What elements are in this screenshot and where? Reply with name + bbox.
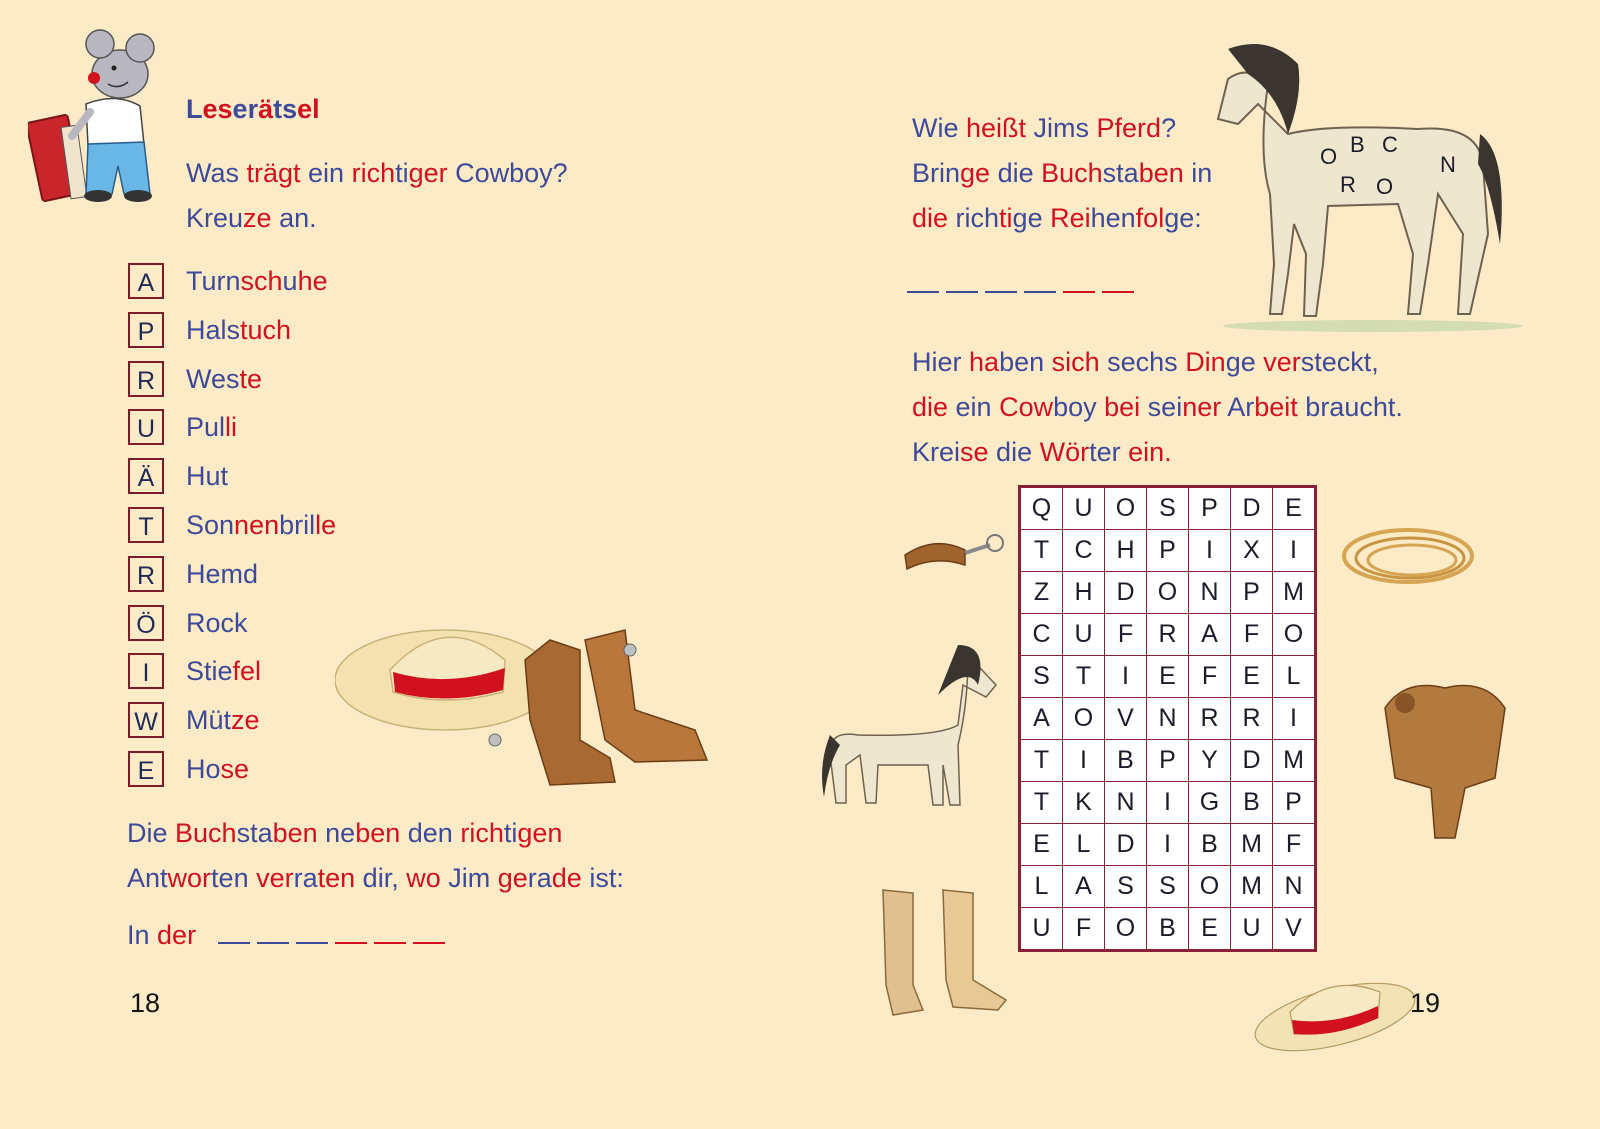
grid-cell[interactable]: R xyxy=(1231,698,1273,740)
grid-cell[interactable]: H xyxy=(1063,572,1105,614)
grid-cell[interactable]: U xyxy=(1021,908,1063,950)
grid-row xyxy=(1021,908,1315,950)
grid-cell[interactable]: M xyxy=(1231,866,1273,908)
option-word: Hemd xyxy=(186,558,259,589)
grid-cell[interactable]: U xyxy=(1231,908,1273,950)
fill-in-prefix: In der xyxy=(127,920,197,950)
fill-in-blanks[interactable] xyxy=(218,913,452,958)
grid-cell[interactable]: S xyxy=(1105,866,1147,908)
grid-cell[interactable]: V xyxy=(1105,698,1147,740)
grid-cell[interactable]: I xyxy=(1273,698,1315,740)
grid-row xyxy=(1021,614,1315,656)
mouse-mascot-icon xyxy=(28,26,158,206)
grid-cell[interactable]: E xyxy=(1189,908,1231,950)
option-word: Hut xyxy=(186,461,229,492)
grid-cell[interactable]: K xyxy=(1063,782,1105,824)
page-number-right: 19 xyxy=(1410,988,1441,1018)
grid-cell[interactable]: P xyxy=(1273,782,1315,824)
horse-letter: O xyxy=(1376,174,1394,199)
grid-row xyxy=(1021,572,1315,614)
grid-cell[interactable]: T xyxy=(1021,740,1063,782)
letter-blank[interactable] xyxy=(946,271,978,293)
grid-cell[interactable]: F xyxy=(1105,614,1147,656)
small-hat-icon xyxy=(1250,962,1420,1057)
grid-row xyxy=(1021,698,1315,740)
grid-cell[interactable]: C xyxy=(1063,530,1105,572)
grid-cell[interactable]: P xyxy=(1147,530,1189,572)
horse-question-line-2: Bringe die Buchstaben in xyxy=(912,158,1213,188)
page-number-left: 18 xyxy=(130,988,161,1018)
grid-cell[interactable]: L xyxy=(1021,866,1063,908)
letter-blank[interactable] xyxy=(1063,271,1095,293)
grid-cell[interactable]: A xyxy=(1189,614,1231,656)
option-word: Turnschuhe xyxy=(186,266,328,296)
option-checkbox[interactable]: P xyxy=(128,312,164,348)
right-page xyxy=(800,0,1600,1129)
horse-question-line-3: die richtige Reihenfolge: xyxy=(912,203,1202,233)
letter-blank[interactable] xyxy=(907,271,939,293)
option-word: Sonnenbrille xyxy=(186,510,337,540)
grid-cell[interactable]: I xyxy=(1105,656,1147,698)
option-word: Hose xyxy=(186,754,250,784)
horse-letter: N xyxy=(1440,152,1456,177)
grid-cell[interactable]: N xyxy=(1147,698,1189,740)
grid-cell[interactable]: G xyxy=(1189,782,1231,824)
letter-blank[interactable] xyxy=(985,271,1017,293)
grid-row xyxy=(1021,530,1315,572)
tan-boots-icon xyxy=(858,885,1008,1025)
grid-cell[interactable]: D xyxy=(1231,488,1273,530)
grid-cell[interactable]: O xyxy=(1063,698,1105,740)
grid-cell[interactable]: R xyxy=(1147,614,1189,656)
option-checkbox[interactable]: R xyxy=(128,556,164,592)
option-word: Stiefel xyxy=(186,656,262,687)
grid-cell[interactable]: F xyxy=(1189,656,1231,698)
fill-in-line xyxy=(127,913,452,958)
grid-cell[interactable]: O xyxy=(1273,614,1315,656)
letter-blank[interactable] xyxy=(1102,271,1134,293)
grid-cell[interactable]: B xyxy=(1231,782,1273,824)
grid-cell[interactable]: L xyxy=(1063,824,1105,866)
grid-cell[interactable]: E xyxy=(1231,656,1273,698)
grid-row xyxy=(1021,488,1315,530)
grid-row xyxy=(1021,866,1315,908)
grid-cell[interactable]: X xyxy=(1231,530,1273,572)
option-checkbox[interactable]: E xyxy=(128,751,164,787)
grid-cell[interactable]: P xyxy=(1147,740,1189,782)
grid-cell[interactable]: S xyxy=(1021,656,1063,698)
option-checkbox[interactable]: U xyxy=(128,409,164,445)
letter-blank[interactable] xyxy=(296,922,328,944)
grid-cell[interactable]: O xyxy=(1147,572,1189,614)
word-search-grid-frame xyxy=(1018,485,1317,952)
grid-cell[interactable]: R xyxy=(1189,698,1231,740)
grid-cell[interactable]: S xyxy=(1147,866,1189,908)
grid-cell[interactable]: N xyxy=(1189,572,1231,614)
option-word: Mütze xyxy=(186,705,260,736)
grid-cell[interactable]: M xyxy=(1273,572,1315,614)
search-instruction-line-2: die ein Cowboy bei seiner Arbeit braucht. xyxy=(912,392,1403,422)
grid-row xyxy=(1021,740,1315,782)
grid-cell[interactable]: P xyxy=(1231,572,1273,614)
letter-blank[interactable] xyxy=(374,922,406,944)
letter-blank[interactable] xyxy=(257,922,289,944)
small-horse-icon xyxy=(818,625,1003,815)
grid-cell[interactable]: Y xyxy=(1189,740,1231,782)
grid-cell[interactable]: T xyxy=(1021,530,1063,572)
spur-icon xyxy=(895,525,1010,580)
grid-row xyxy=(1021,656,1315,698)
grid-cell[interactable]: V xyxy=(1273,908,1315,950)
option-checkbox[interactable]: R xyxy=(128,361,164,397)
grid-cell[interactable]: S xyxy=(1147,488,1189,530)
lasso-icon xyxy=(1338,522,1478,592)
grid-cell[interactable]: I xyxy=(1147,782,1189,824)
letter-blank[interactable] xyxy=(335,922,367,944)
grid-cell[interactable]: A xyxy=(1063,866,1105,908)
horse-letter: R xyxy=(1340,172,1356,197)
horse-question-line-1: Wie heißt Jims Pferd? xyxy=(912,113,1177,143)
grid-cell[interactable]: D xyxy=(1231,740,1273,782)
answer-instruction-line-1: Die Buchstaben neben den richtigen xyxy=(127,818,563,848)
option-word: Pulli xyxy=(186,412,238,443)
grid-cell[interactable]: C xyxy=(1021,614,1063,656)
grid-cell[interactable]: I xyxy=(1189,530,1231,572)
grid-cell[interactable]: D xyxy=(1105,572,1147,614)
horse-letter: C xyxy=(1382,132,1398,157)
grid-cell[interactable]: H xyxy=(1105,530,1147,572)
horse-name-blanks[interactable] xyxy=(907,262,1141,307)
grid-cell[interactable]: N xyxy=(1105,782,1147,824)
search-instruction-line-3: Kreise die Wörter ein. xyxy=(912,437,1172,467)
option-checkbox[interactable]: Ö xyxy=(128,605,164,641)
grid-cell[interactable]: O xyxy=(1105,908,1147,950)
grid-cell[interactable]: Z xyxy=(1021,572,1063,614)
grid-cell[interactable]: O xyxy=(1189,866,1231,908)
grid-cell[interactable]: E xyxy=(1273,488,1315,530)
grid-cell[interactable]: A xyxy=(1021,698,1063,740)
grid-cell[interactable]: B xyxy=(1147,908,1189,950)
grid-cell[interactable]: O xyxy=(1105,488,1147,530)
answer-instruction-line-2: Antworten verraten dir, wo Jim gerade ist: xyxy=(127,863,624,893)
option-word: Rock xyxy=(186,607,248,638)
grid-cell[interactable]: E xyxy=(1021,824,1063,866)
grid-cell[interactable]: U xyxy=(1063,614,1105,656)
grid-cell[interactable]: I xyxy=(1273,530,1315,572)
grid-row xyxy=(1021,824,1315,866)
option-word: Halstuch xyxy=(186,314,292,345)
hat-and-boots-icon xyxy=(335,600,715,800)
page-title: Leserätsel xyxy=(186,94,320,124)
grid-cell[interactable]: M xyxy=(1273,740,1315,782)
grid-cell[interactable]: U xyxy=(1063,488,1105,530)
saddle-icon xyxy=(1365,668,1515,843)
letter-blank[interactable] xyxy=(1024,271,1056,293)
option-word: Weste xyxy=(186,363,263,394)
grid-cell[interactable]: T xyxy=(1021,782,1063,824)
grid-cell[interactable]: F xyxy=(1063,908,1105,950)
grid-row xyxy=(1021,782,1315,824)
word-search-grid xyxy=(1020,487,1315,950)
letter-blank[interactable] xyxy=(218,922,250,944)
horse-icon xyxy=(1208,24,1538,334)
grid-cell[interactable]: I xyxy=(1063,740,1105,782)
grid-cell[interactable]: M xyxy=(1231,824,1273,866)
grid-cell[interactable]: D xyxy=(1105,824,1147,866)
grid-cell[interactable]: Q xyxy=(1021,488,1063,530)
option-checkbox[interactable]: T xyxy=(128,507,164,543)
option-checkbox[interactable]: W xyxy=(128,702,164,738)
question-line-2: Kreuze an. xyxy=(186,203,317,233)
horse-letter: B xyxy=(1350,132,1365,157)
letter-blank[interactable] xyxy=(413,922,445,944)
horse-letter: O xyxy=(1320,144,1338,169)
grid-cell[interactable]: B xyxy=(1105,740,1147,782)
grid-cell[interactable]: P xyxy=(1189,488,1231,530)
search-instruction-line-1: Hier haben sich sechs Dinge versteckt, xyxy=(912,347,1379,377)
grid-cell[interactable]: F xyxy=(1273,824,1315,866)
option-checkbox[interactable]: A xyxy=(128,263,164,299)
option-checkbox[interactable]: Ä xyxy=(128,458,164,494)
grid-cell[interactable]: B xyxy=(1189,824,1231,866)
grid-cell[interactable]: T xyxy=(1063,656,1105,698)
grid-cell[interactable]: I xyxy=(1147,824,1189,866)
grid-cell[interactable]: L xyxy=(1273,656,1315,698)
grid-cell[interactable]: F xyxy=(1231,614,1273,656)
grid-cell[interactable]: N xyxy=(1273,866,1315,908)
option-checkbox[interactable]: I xyxy=(128,653,164,689)
grid-cell[interactable]: E xyxy=(1147,656,1189,698)
question-line-1: Was trägt ein richtiger Cowboy? xyxy=(186,158,568,188)
